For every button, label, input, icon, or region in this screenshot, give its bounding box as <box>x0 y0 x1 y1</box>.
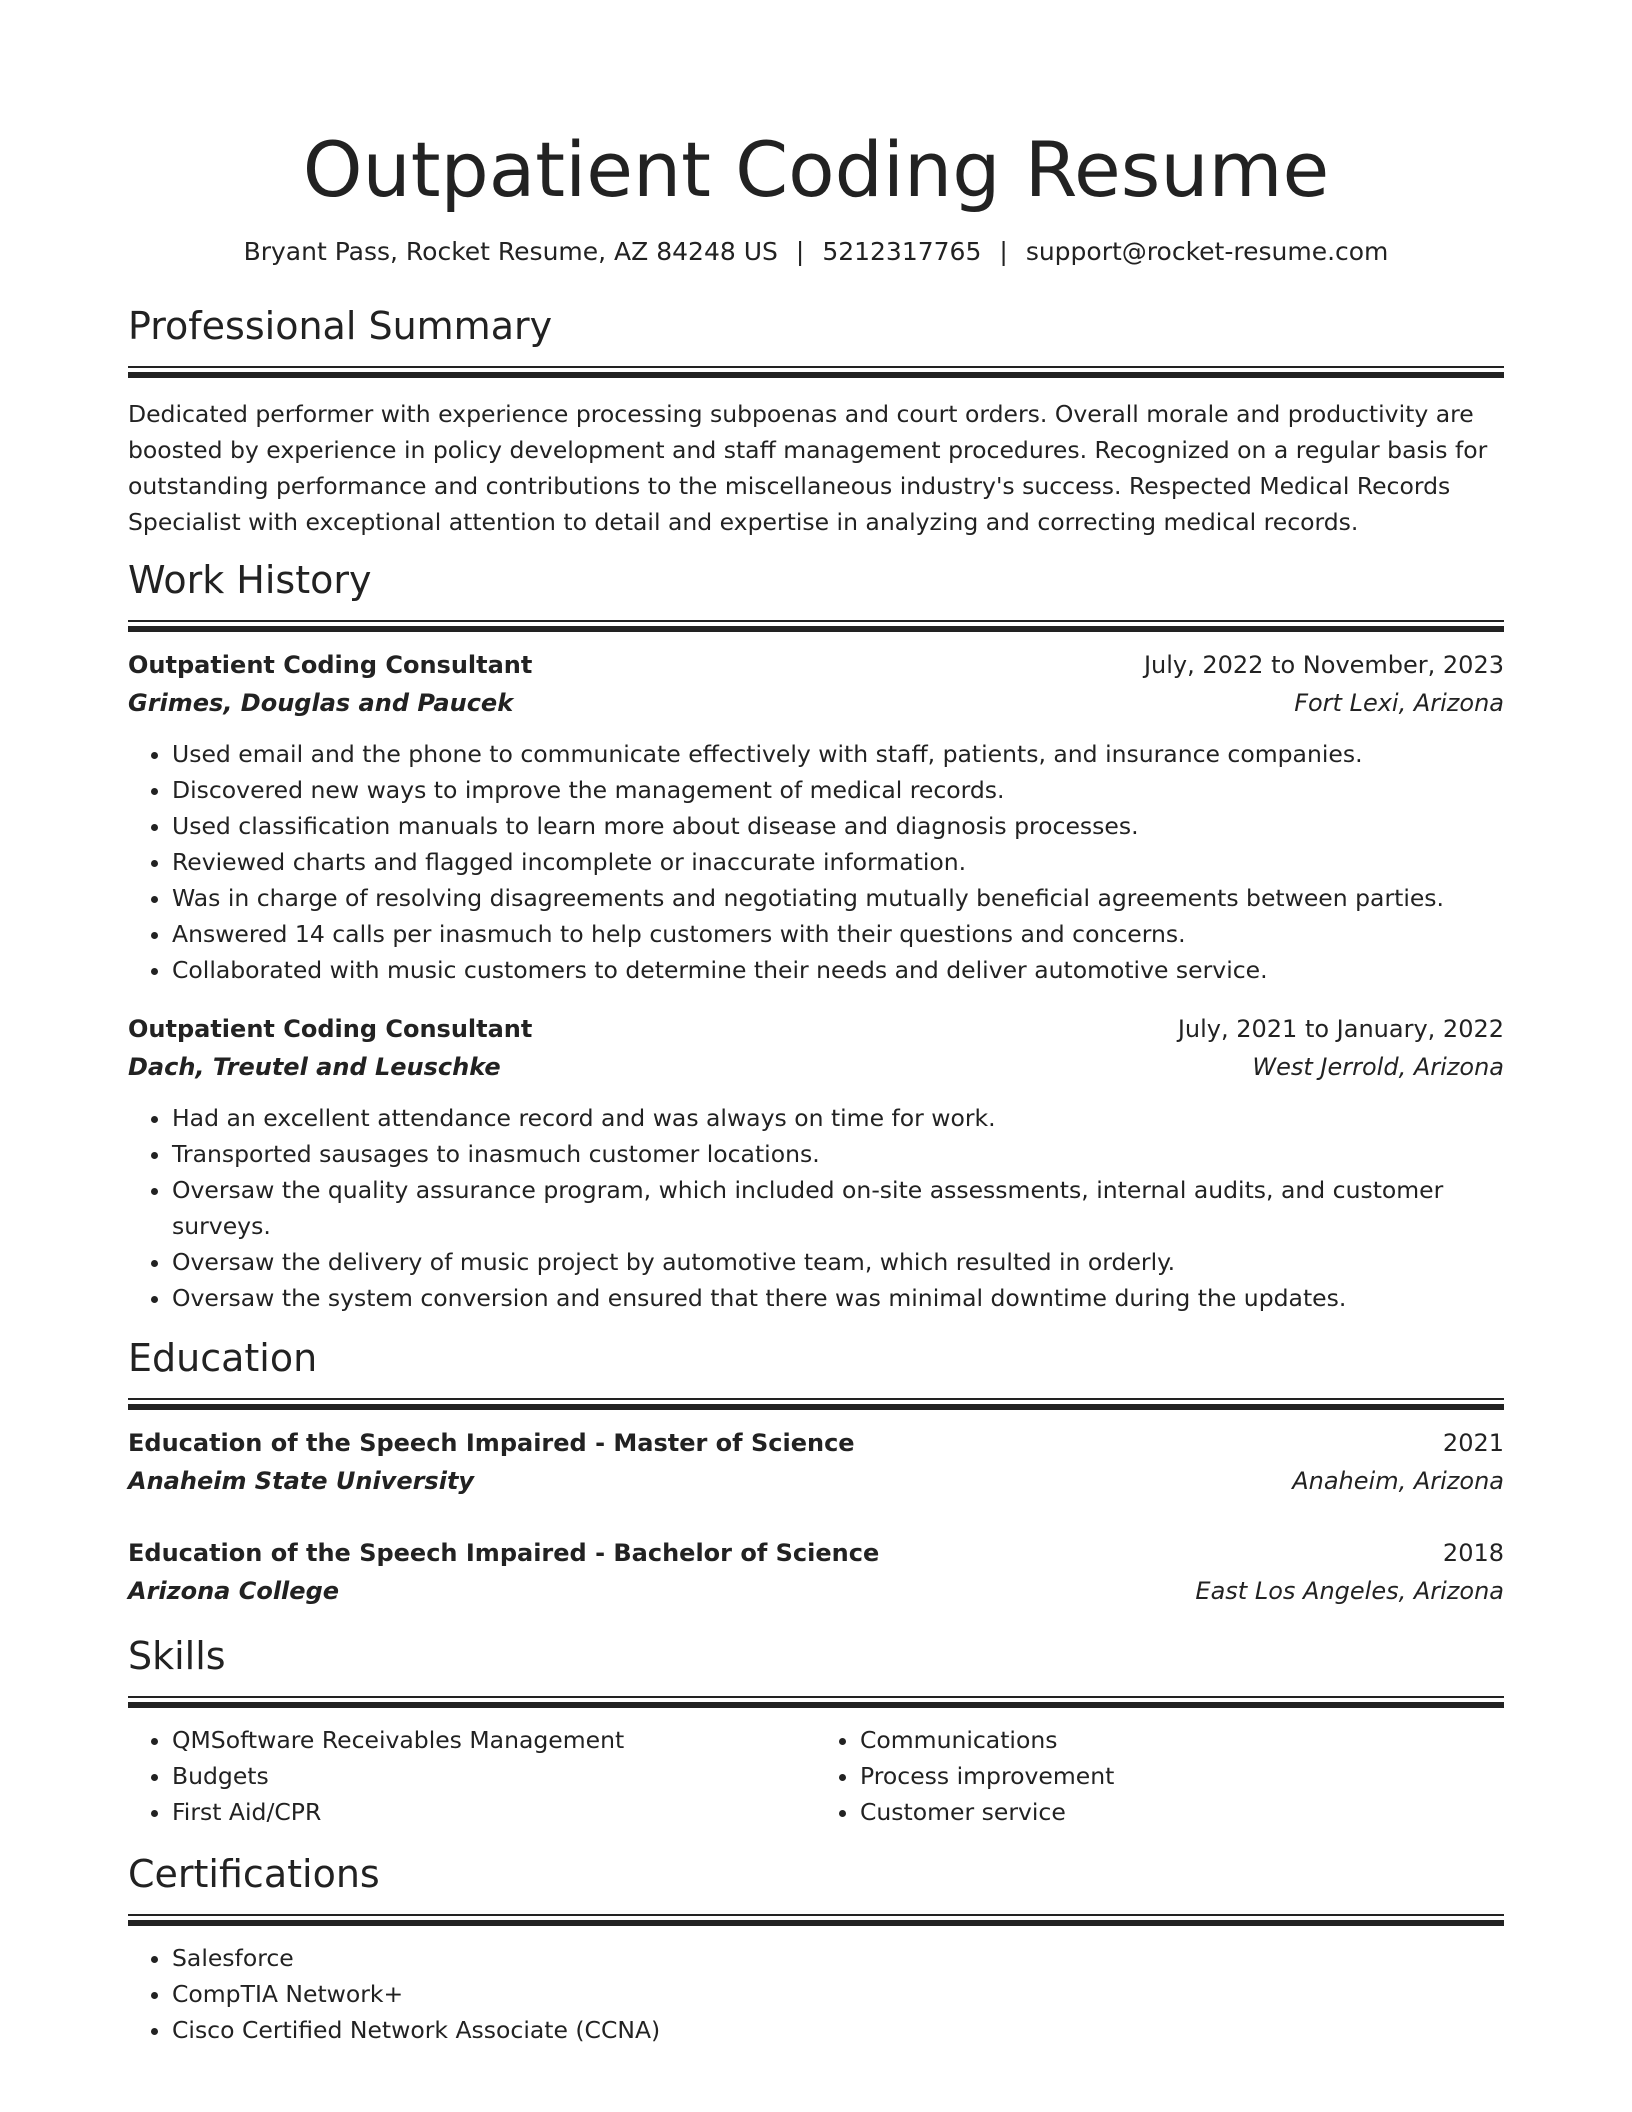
education-header <box>128 1424 1504 1462</box>
job-title: Outpatient Coding Consultant <box>128 651 533 679</box>
list-item: • CompTIA Network+ <box>172 1976 1504 2012</box>
contact-phone: 5212317765 <box>822 237 982 266</box>
list-item: • Used classification manuals to learn more about disease and diagnosis processes. <box>172 808 1504 844</box>
skills-list-right <box>816 1722 1504 1830</box>
job-title: Outpatient Coding Consultant <box>128 1015 533 1043</box>
list-item: • Answered 14 calls per inasmuch to help customers with their questions and concerns. <box>172 916 1504 952</box>
list-item: • Process improvement <box>860 1758 1504 1794</box>
education-degree: Education of the Speech Impaired - Bachelor of Science <box>128 1539 880 1567</box>
list-item: • Customer service <box>860 1794 1504 1830</box>
section-title-work: Work History <box>128 558 372 602</box>
section-title-certifications: Certifications <box>128 1852 380 1896</box>
work-history-section <box>128 556 1504 1316</box>
section-title-skills: Skills <box>128 1634 226 1678</box>
list-item: • Oversaw the quality assurance program, which included on-site assessments, internal audits, and customer surveys. <box>172 1172 1504 1244</box>
education-entry <box>128 1534 1504 1610</box>
contact-address: Bryant Pass, Rocket Resume, AZ 84248 US <box>243 237 778 266</box>
education-year: 2018 <box>1442 1539 1504 1567</box>
job-dates: July, 2022 to November, 2023 <box>1143 651 1504 679</box>
section-divider <box>128 1696 1504 1708</box>
job-subheader <box>128 684 1504 722</box>
job-bullets <box>128 1100 1504 1316</box>
summary-section <box>128 302 1504 540</box>
list-item: • Oversaw the delivery of music project by automotive team, which resulted in orderly. <box>172 1244 1504 1280</box>
list-item: • Cisco Certified Network Associate (CCNA) <box>172 2012 1504 2048</box>
list-item: • Reviewed charts and flagged incomplete or inaccurate information. <box>172 844 1504 880</box>
list-item: • Communications <box>860 1722 1504 1758</box>
list-item: • QMSoftware Receivables Management <box>172 1722 816 1758</box>
section-title-summary: Professional Summary <box>128 304 553 348</box>
contact-email: support@rocket-resume.com <box>1025 237 1389 266</box>
list-item: • Oversaw the system conversion and ensured that there was minimal downtime during the updates. <box>172 1280 1504 1316</box>
education-year: 2021 <box>1442 1429 1504 1457</box>
education-section <box>128 1334 1504 1610</box>
section-divider <box>128 366 1504 378</box>
certifications-section <box>128 1850 1504 2048</box>
job-bullets <box>128 736 1504 988</box>
list-item: • Salesforce <box>172 1940 1504 1976</box>
job-location: Fort Lexi, Arizona <box>1294 689 1504 717</box>
education-school: Anaheim State University <box>128 1467 475 1495</box>
section-title-education: Education <box>128 1336 318 1380</box>
job-entry <box>128 646 1504 988</box>
education-entry <box>128 1424 1504 1500</box>
education-school: Arizona College <box>128 1577 340 1605</box>
job-company: Dach, Treutel and Leuschke <box>128 1053 501 1081</box>
skills-section <box>128 1632 1504 1830</box>
list-item: • Had an excellent attendance record and was always on time for work. <box>172 1100 1504 1136</box>
job-company: Grimes, Douglas and Paucek <box>128 689 514 717</box>
contact-separator: | <box>795 237 805 266</box>
education-location: East Los Angeles, Arizona <box>1195 1577 1504 1605</box>
skills-grid <box>128 1722 1504 1830</box>
education-header <box>128 1534 1504 1572</box>
job-location: West Jerrold, Arizona <box>1252 1053 1504 1081</box>
list-item: • Was in charge of resolving disagreements and negotiating mutually beneficial agreements between parties. <box>172 880 1504 916</box>
list-item: • First Aid/CPR <box>172 1794 816 1830</box>
list-item: • Discovered new ways to improve the management of medical records. <box>172 772 1504 808</box>
section-divider <box>128 1914 1504 1926</box>
job-subheader <box>128 1048 1504 1086</box>
education-subheader <box>128 1572 1504 1610</box>
education-subheader <box>128 1462 1504 1500</box>
contact-line <box>128 235 1504 269</box>
summary-text: Dedicated performer with experience processing subpoenas and court orders. Overall morale and productivity are boosted by experience in policy development and staff management procedures. Recognized on a regular basis for outstanding performance and contributions to the miscellaneous industry's success. Respected Medical Records Specialist with exceptional attention to detail and expertise in analyzing and correcting medical records. <box>128 400 1488 536</box>
certifications-list <box>128 1940 1504 2048</box>
contact-separator: | <box>999 237 1008 266</box>
list-item: • Collaborated with music customers to determine their needs and deliver automotive service. <box>172 952 1504 988</box>
list-item: • Used email and the phone to communicate effectively with staff, patients, and insurance companies. <box>172 736 1504 772</box>
job-header <box>128 646 1504 684</box>
list-item: • Transported sausages to inasmuch customer locations. <box>172 1136 1504 1172</box>
job-entry <box>128 1010 1504 1316</box>
list-item: • Budgets <box>172 1758 816 1794</box>
education-location: Anaheim, Arizona <box>1292 1467 1504 1495</box>
job-header <box>128 1010 1504 1048</box>
job-dates: July, 2021 to January, 2022 <box>1177 1015 1504 1043</box>
section-divider <box>128 620 1504 632</box>
education-degree: Education of the Speech Impaired - Master of Science <box>128 1429 855 1457</box>
skills-list-left <box>128 1722 816 1830</box>
page-title: Outpatient Coding Resume <box>302 125 1330 214</box>
section-divider <box>128 1398 1504 1410</box>
